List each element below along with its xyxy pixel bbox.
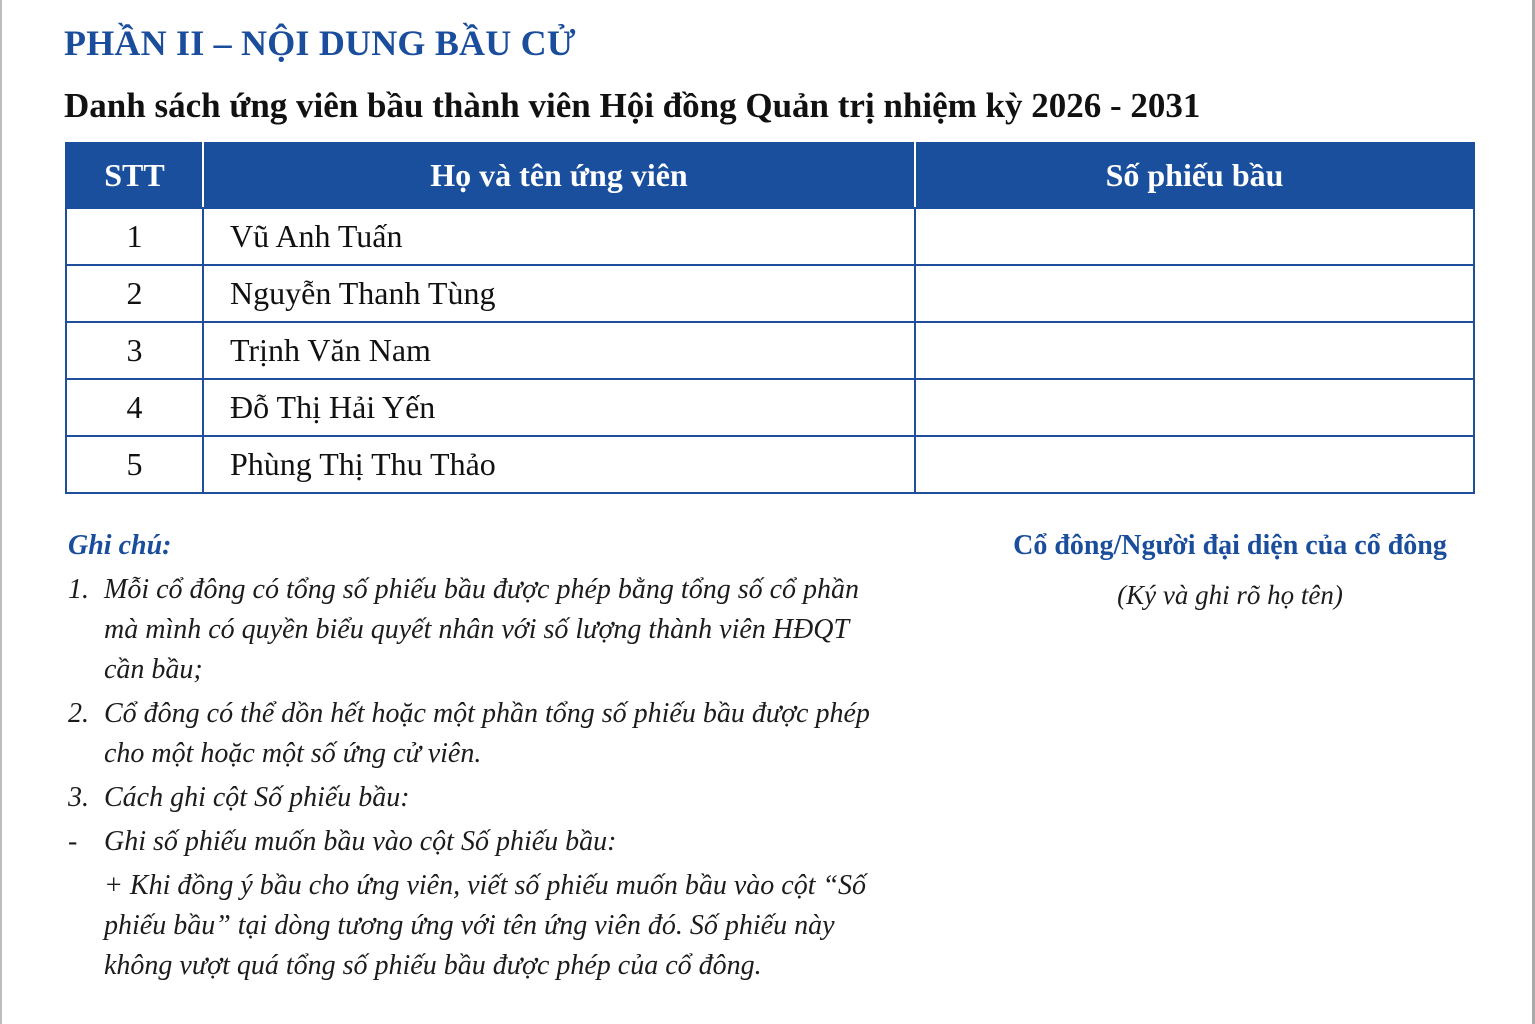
table-row	[66, 379, 1474, 436]
table-row	[66, 436, 1474, 493]
note-item	[68, 778, 888, 818]
row-vote-field[interactable]	[915, 436, 1474, 493]
candidate-table	[65, 142, 1475, 494]
row-candidate-name: Trịnh Văn Nam	[203, 322, 915, 379]
header-stt: STT	[66, 143, 203, 208]
note-item	[68, 694, 888, 774]
table-row	[66, 265, 1474, 322]
note-item	[68, 822, 888, 862]
row-candidate-name: Đỗ Thị Hải Yến	[203, 379, 915, 436]
table-row	[66, 208, 1474, 265]
row-vote-field[interactable]	[915, 379, 1474, 436]
note-bullet: -	[68, 826, 78, 857]
note-text: Ghi số phiếu muốn bầu vào cột Số phiếu bầu:	[104, 826, 617, 857]
list-title: Danh sách ứng viên bầu thành viên Hội đồng Quản trị nhiệm kỳ 2026 - 2031	[64, 86, 1201, 125]
section-title: PHẦN II – NỘI DUNG BẦU CỬ	[64, 23, 576, 63]
note-text: Mỗi cổ đông có tổng số phiếu bầu được phép bằng tổng số cổ phần mà mình có quyền biểu quyết nhân với số lượng thành viên HĐQT cần bầu;	[104, 574, 860, 685]
row-stt: 1	[66, 208, 203, 265]
table-header-row	[66, 143, 1474, 208]
table-row	[66, 322, 1474, 379]
header-candidate-name: Họ và tên ứng viên	[203, 143, 915, 208]
row-vote-field[interactable]	[915, 265, 1474, 322]
row-stt: 5	[66, 436, 203, 493]
row-stt: 2	[66, 265, 203, 322]
note-number: 2.	[68, 698, 89, 729]
note-text: Cách ghi cột Số phiếu bầu:	[104, 782, 410, 813]
row-vote-field[interactable]	[915, 208, 1474, 265]
signature-instruction: (Ký và ghi rõ họ tên)	[1117, 580, 1343, 610]
row-candidate-name: Vũ Anh Tuấn	[203, 208, 915, 265]
row-candidate-name: Phùng Thị Thu Thảo	[203, 436, 915, 493]
note-item	[68, 570, 888, 690]
note-text: Cổ đông có thể dồn hết hoặc một phần tổng số phiếu bầu được phép cho một hoặc một số ứng cử viên.	[104, 698, 870, 769]
header-vote-count: Số phiếu bầu	[915, 143, 1474, 208]
row-stt: 3	[66, 322, 203, 379]
row-stt: 4	[66, 379, 203, 436]
row-candidate-name: Nguyễn Thanh Tùng	[203, 265, 915, 322]
page-edge-left	[0, 0, 2, 1024]
notes-heading: Ghi chú:	[68, 530, 172, 561]
note-number: 3.	[68, 782, 89, 813]
signature-heading: Cổ đông/Người đại diện của cổ đông	[1013, 530, 1447, 561]
note-sub-instruction: + Khi đồng ý bầu cho ứng viên, viết số phiếu muốn bầu vào cột “Số phiếu bầu” tại dòng tương ứng với tên ứng viên đó. Số phiếu này không vượt quá tổng số phiếu bầu được phép của cổ đông.	[104, 870, 867, 981]
note-number: 1.	[68, 574, 89, 605]
notes-list	[68, 570, 888, 986]
row-vote-field[interactable]	[915, 322, 1474, 379]
